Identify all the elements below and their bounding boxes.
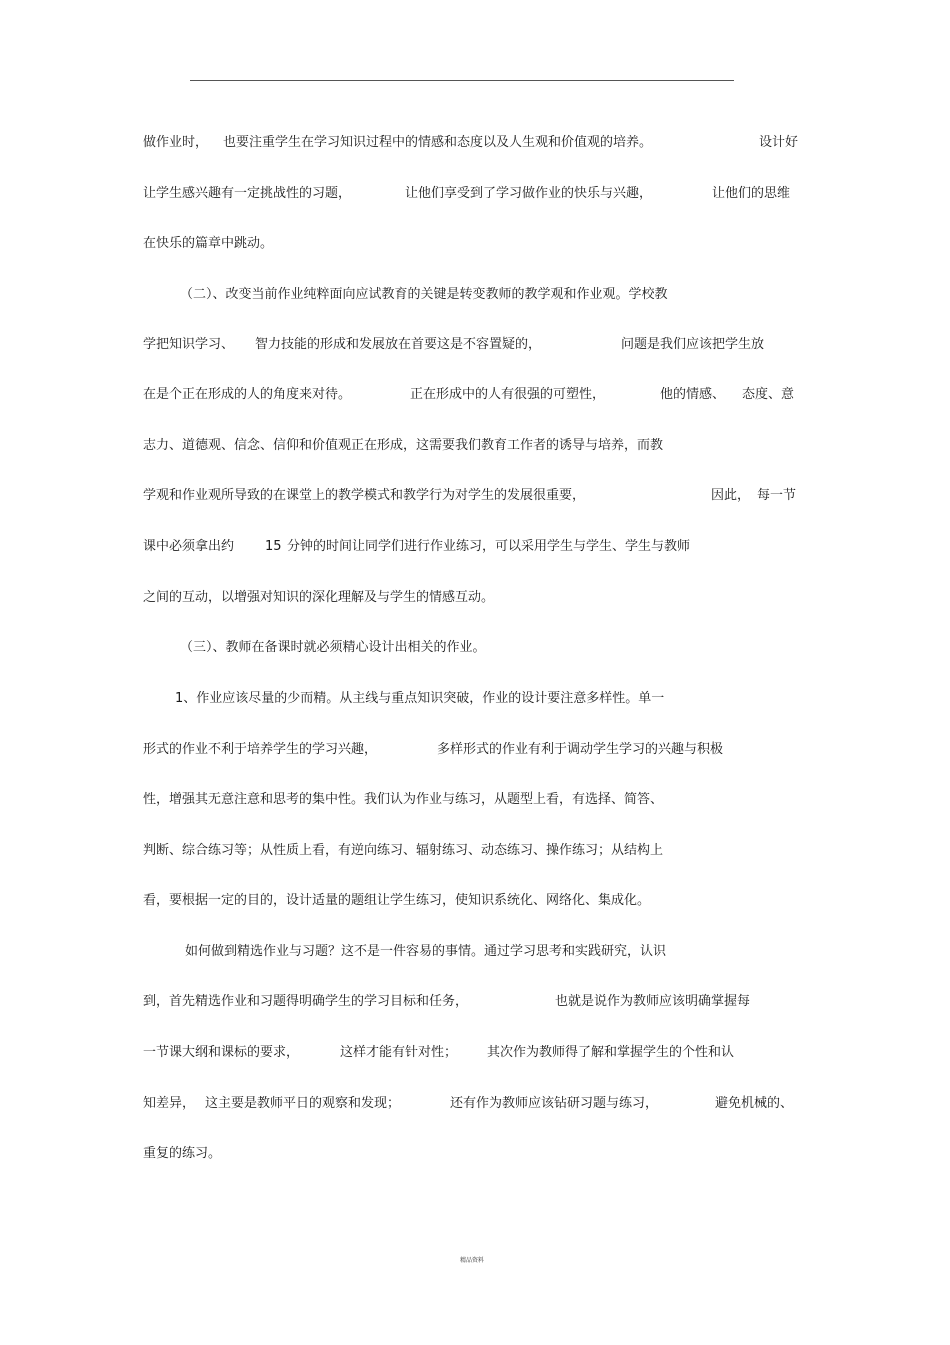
text-segment: 之间的互动，以增强对知识的深化理解及与学生的情感互动。 (143, 590, 495, 605)
text-segment: 避免机械的、 (715, 1096, 794, 1111)
page-footer: 精品资料 (460, 1257, 485, 1264)
text-segment: 因此， (711, 488, 751, 503)
text-segment: 学把知识学习、 (143, 337, 235, 352)
text-segment: 也要注重学生在学习知识过程中的情感和态度以及人生观和价值观的培养。 (223, 135, 653, 150)
text-segment: 1、作业应该尽量的少而精。从主线与重点知识突破，作业的设计要注意多样性。单一 (175, 691, 665, 706)
text-segment: 让他们享受到了学习做作业的快乐与兴趣， (405, 186, 653, 201)
text-segment: 性，增强其无意注意和思考的集中性。我们认为作业与练习，从题型上看，有选择、简答、 (143, 792, 664, 807)
text-segment: 多样形式的作业有利于调动学生学习的兴趣与积极 (437, 742, 724, 757)
text-segment: 这主要是教师平日的观察和发现； (205, 1096, 401, 1111)
text-segment: 在是个正在形成的人的角度来对待。 (143, 387, 352, 402)
text-segment: 重复的练习。 (143, 1146, 222, 1161)
text-segment: 正在形成中的人有很强的可塑性， (410, 387, 606, 402)
text-segment: 他的情感、 (660, 387, 726, 402)
text-segment: 分钟的时间让同学们进行作业练习，可以采用学生与学生、学生与教师 (287, 539, 691, 554)
text-segment: 看，要根据一定的目的，设计适量的题组让学生练习，使知识系统化、网络化、集成化。 (143, 893, 651, 908)
text-segment: 形式的作业不利于培养学生的学习兴趣， (143, 742, 378, 757)
text-segment: 15 (265, 539, 282, 554)
text-segment: 其次作为教师得了解和掌握学生的个性和认 (487, 1045, 735, 1060)
text-segment: （三）、教师在备课时就必须精心设计出相关的作业。 (180, 640, 486, 655)
text-segment: 问题是我们应该把学生放 (621, 337, 765, 352)
text-segment: 这样才能有针对性； (340, 1045, 458, 1060)
text-segment: 做作业时， (143, 135, 209, 150)
text-segment: （二）、改变当前作业纯粹面向应试教育的关键是转变教师的教学观和作业观。学校教 (180, 287, 668, 302)
text-segment: 也就是说作为教师应该明确掌握每 (555, 994, 751, 1009)
text-segment: 还有作为教师应该钻研习题与练习， (450, 1096, 659, 1111)
text-segment: 学观和作业观所导致的在课堂上的教学模式和教学行为对学生的发展很重要， (143, 488, 586, 503)
header-rule (190, 80, 734, 81)
text-segment: 让他们的思维 (712, 186, 791, 201)
text-segment: 让学生感兴趣有一定挑战性的习题， (143, 186, 352, 201)
text-segment: 如何做到精选作业与习题？这不是一件容易的事情。通过学习思考和实践研究，认识 (185, 944, 667, 959)
text-segment: 到，首先精选作业和习题得明确学生的学习目标和任务， (143, 994, 469, 1009)
text-segment: 知差异， (143, 1096, 196, 1111)
text-segment: 判断、综合练习等；从性质上看，有逆向练习、辐射练习、动态练习、操作练习；从结构上 (143, 843, 664, 858)
text-segment: 设计好 (759, 135, 799, 150)
text-segment: 志力、道德观、信念、信仰和价值观正在形成，这需要我们教育工作者的诱导与培养，而教 (143, 438, 664, 453)
text-segment: 在快乐的篇章中跳动。 (143, 236, 274, 251)
text-segment: 态度、意 (742, 387, 795, 402)
text-segment: 智力技能的形成和发展放在首要这是不容置疑的， (255, 337, 542, 352)
text-segment: 课中必须拿出约 (143, 539, 235, 554)
text-segment: 一节课大纲和课标的要求， (143, 1045, 300, 1060)
text-segment: 每一节 (757, 488, 797, 503)
